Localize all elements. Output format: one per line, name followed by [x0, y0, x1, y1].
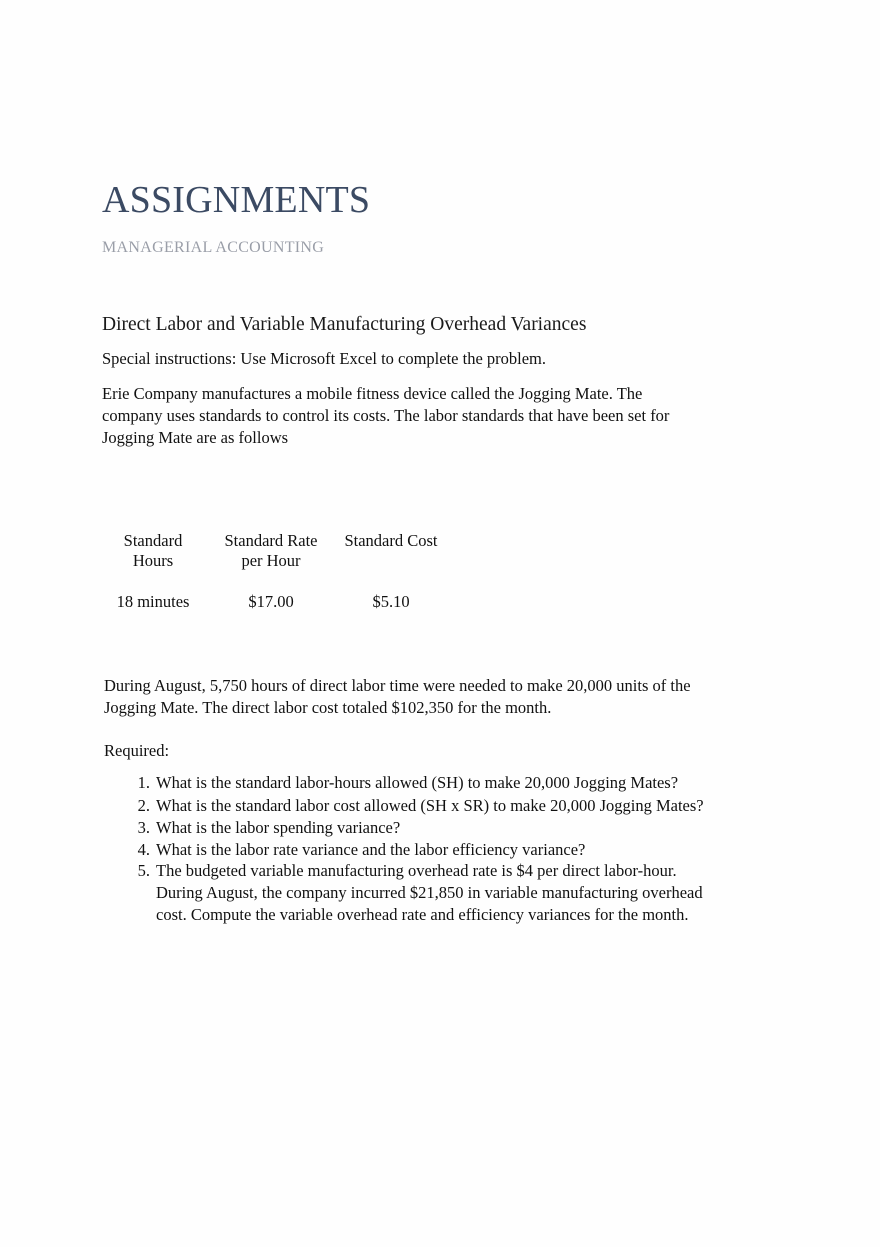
table-cell-rate: $17.00: [248, 592, 294, 611]
table-header-standard-cost: [336, 531, 446, 551]
intro-line: Jogging Mate are as follows: [102, 428, 289, 447]
special-instructions: Special instructions: Use Microsoft Excel to complete the problem.: [102, 349, 547, 368]
question-text: What is the labor spending variance?: [156, 818, 401, 837]
table-header-standard-hours: [103, 531, 203, 571]
page-title: ASSIGNMENTS: [102, 179, 371, 221]
table-header-standard-rate: [216, 531, 326, 571]
question-text: During August, the company incurred $21,850 in variable manufacturing overhead: [156, 883, 703, 902]
table-header-line: Standard: [123, 531, 183, 550]
table-header-line: per Hour: [241, 551, 301, 570]
required-label: Required:: [104, 741, 170, 760]
question-number: 5.: [137, 861, 150, 880]
table-header-line: Hours: [132, 551, 174, 570]
question-text: What is the standard labor-hours allowed (SH) to make 20,000 Jogging Mates?: [156, 773, 679, 792]
question-text: What is the standard labor cost allowed (SH x SR) to make 20,000 Jogging Mates?: [156, 796, 704, 815]
intro-line: Erie Company manufactures a mobile fitness device called the Jogging Mate. The: [102, 384, 643, 403]
august-line: Jogging Mate. The direct labor cost totaled $102,350 for the month.: [104, 698, 552, 717]
question-number: 1.: [137, 773, 150, 792]
question-text: What is the labor rate variance and the labor efficiency variance?: [156, 840, 586, 859]
table-header-line: Standard Cost: [344, 531, 438, 550]
august-line: During August, 5,750 hours of direct labor time were needed to make 20,000 units of the: [104, 676, 691, 695]
table-cell-cost: $5.10: [372, 592, 410, 611]
intro-line: company uses standards to control its costs. The labor standards that have been set for: [102, 406, 670, 425]
question-number: 4.: [137, 840, 150, 859]
section-heading: Direct Labor and Variable Manufacturing Overhead Variances: [102, 314, 587, 335]
page-subtitle: MANAGERIAL ACCOUNTING: [102, 239, 325, 256]
question-text: cost. Compute the variable overhead rate and efficiency variances for the month.: [156, 905, 689, 924]
question-text: The budgeted variable manufacturing overhead rate is $4 per direct labor-hour.: [156, 861, 677, 880]
question-number: 2.: [137, 796, 150, 815]
table-cell-hours: 18 minutes: [116, 592, 190, 611]
table-header-line: Standard Rate: [224, 531, 318, 550]
question-number: 3.: [137, 818, 150, 837]
